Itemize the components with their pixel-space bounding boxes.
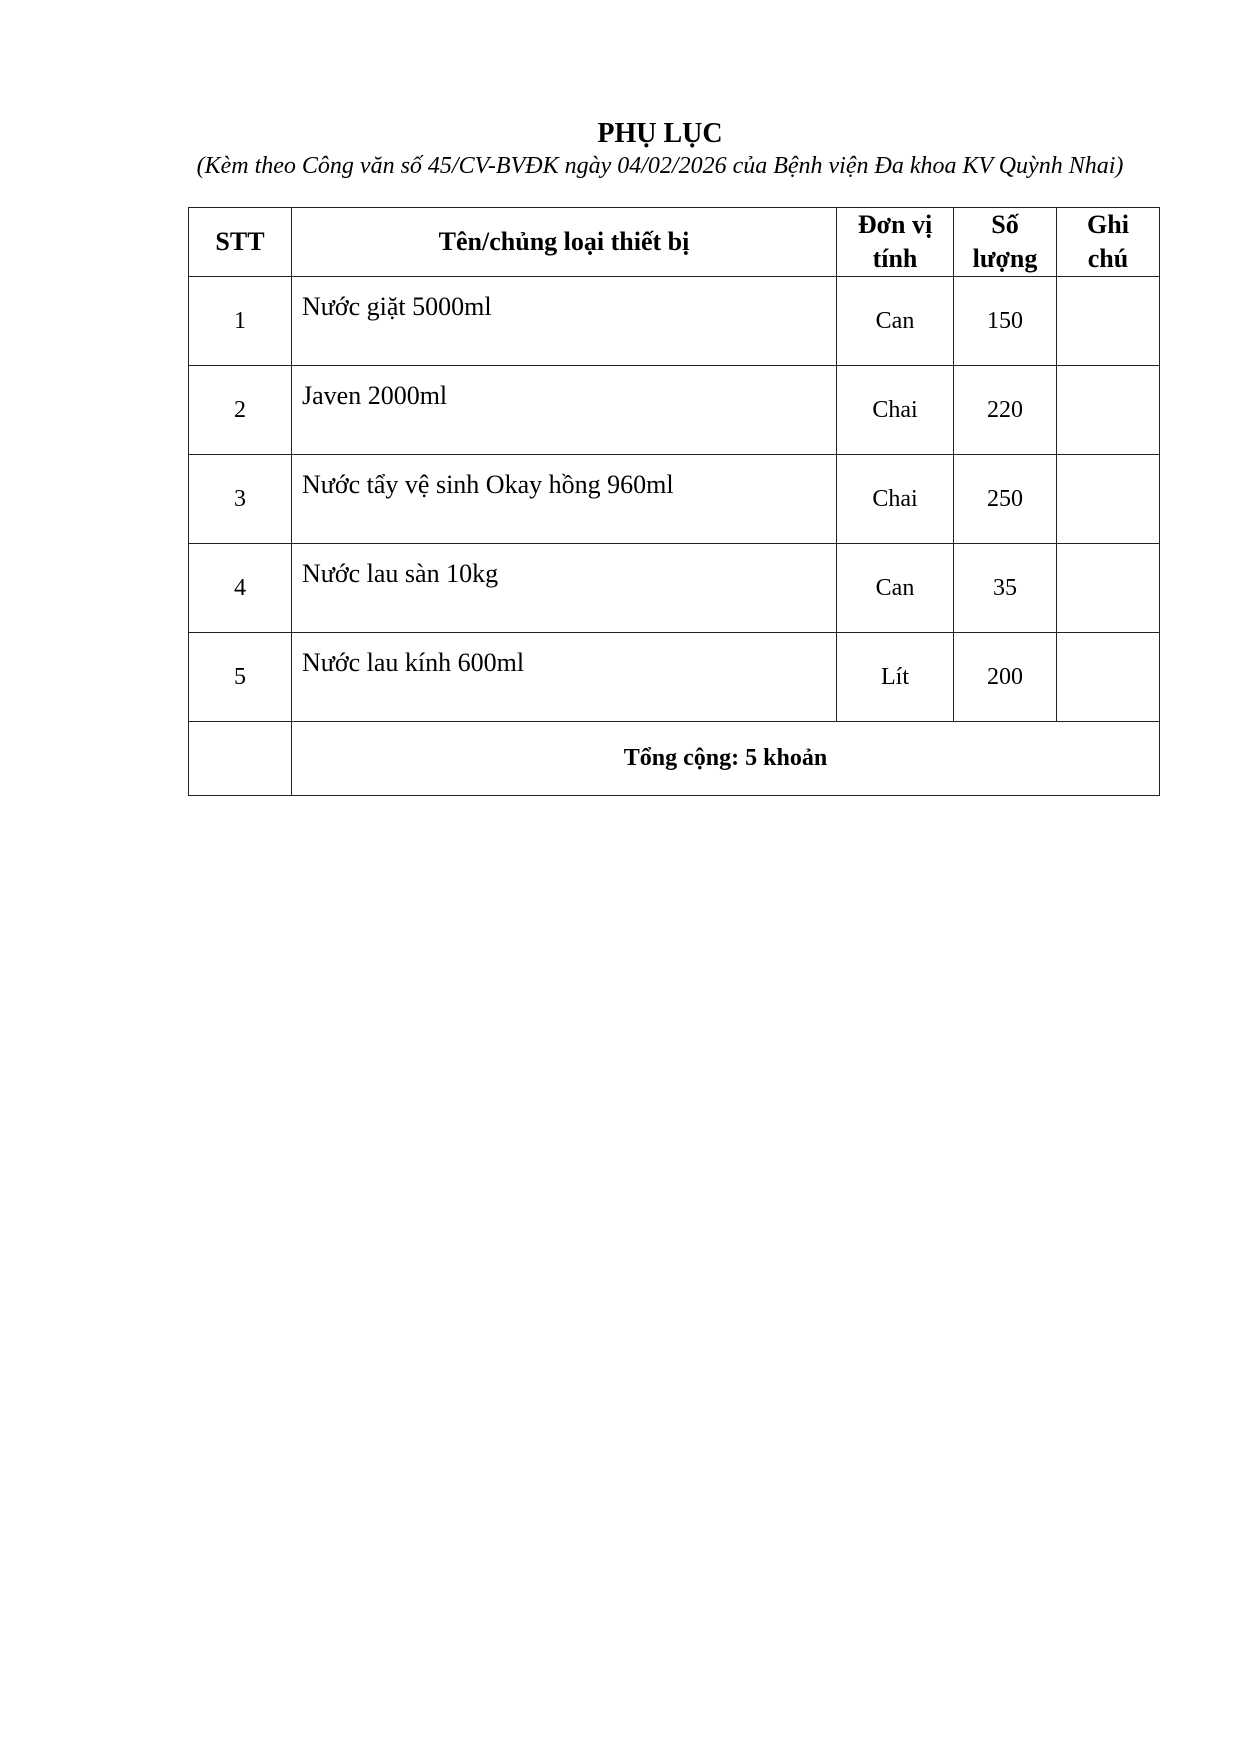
page-subtitle: (Kèm theo Công văn số 45/CV-BVĐK ngày 04/02/2026 của Bệnh viện Đa khoa KV Quỳnh Nhai) [196,153,1124,179]
row-unit: Can [837,544,954,633]
row-quantity: 220 [954,366,1057,455]
row-note [1057,544,1160,633]
row-note [1057,366,1160,455]
total-empty-cell [189,722,292,796]
row-unit: Chai [837,455,954,544]
table-header-row [189,208,1160,277]
row-name: Nước lau kính 600ml [292,633,837,722]
row-name: Nước tẩy vệ sinh Okay hồng 960ml [292,455,837,544]
row-note [1057,633,1160,722]
header-quantity-line2: lượng [972,244,1038,273]
header-quantity-line1: Số [991,210,1019,239]
header-name: Tên/chủng loại thiết bị [292,208,837,277]
table-row [189,633,1160,722]
table-row [189,366,1160,455]
row-stt: 4 [189,544,292,633]
row-unit: Lít [837,633,954,722]
header-quantity [954,208,1057,277]
row-note [1057,277,1160,366]
header-unit-line1: Đơn vị [857,210,933,239]
row-stt: 5 [189,633,292,722]
total-label: Tổng cộng: 5 khoản [292,722,1160,796]
row-note [1057,455,1160,544]
header-note-line2: chú [1087,244,1129,273]
header-stt: STT [189,208,292,277]
header-note [1057,208,1160,277]
appendix-table [188,207,1160,796]
row-name: Javen 2000ml [292,366,837,455]
row-name: Nước giặt 5000ml [292,277,837,366]
row-quantity: 35 [954,544,1057,633]
row-quantity: 250 [954,455,1057,544]
row-unit: Chai [837,366,954,455]
row-name: Nước lau sàn 10kg [292,544,837,633]
page-title: PHỤ LỤC [597,118,723,149]
table-total-row [189,722,1160,796]
row-unit: Can [837,277,954,366]
row-stt: 1 [189,277,292,366]
table-row [189,455,1160,544]
header-note-line1: Ghi [1087,210,1129,239]
row-stt: 3 [189,455,292,544]
row-quantity: 150 [954,277,1057,366]
table-row [189,544,1160,633]
row-stt: 2 [189,366,292,455]
row-quantity: 200 [954,633,1057,722]
table-row [189,277,1160,366]
header-unit-line2: tính [872,244,918,273]
header-unit [837,208,954,277]
